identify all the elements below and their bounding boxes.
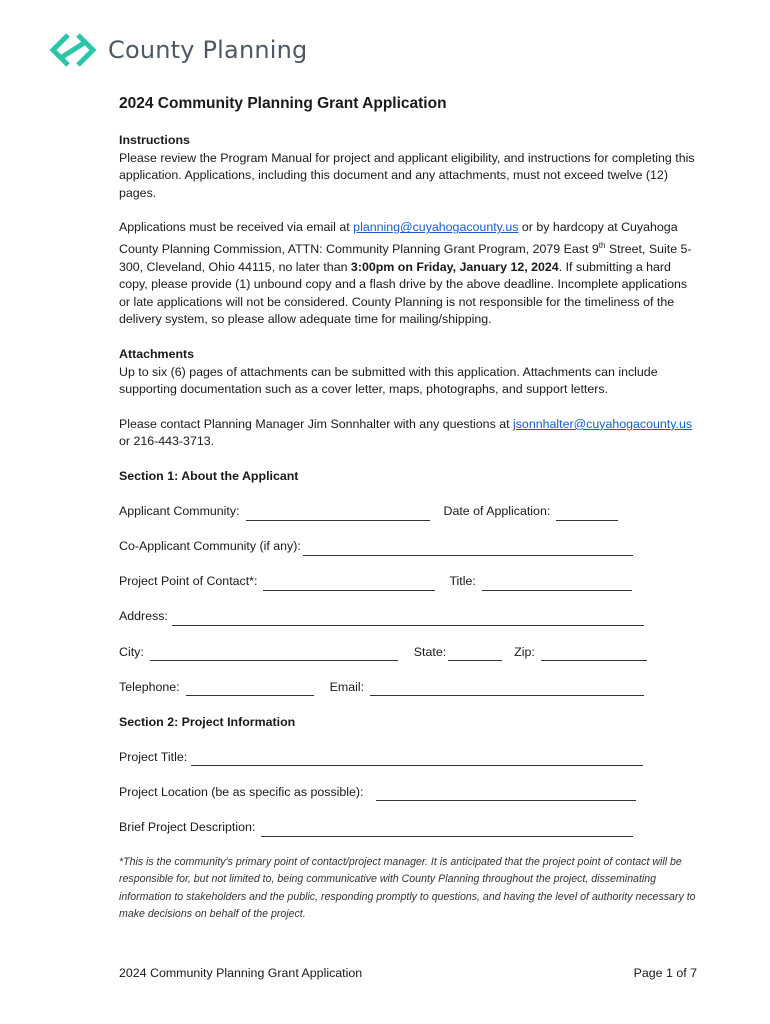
co-applicant-label: Co-Applicant Community (if any): xyxy=(119,539,301,554)
city-label: City: xyxy=(119,644,144,659)
footnote: *This is the community's primary point of contact/project manager. It is anticipated that the project point of contact will be responsible for, but not limited to, being communicative with County Planning throughout the project, disseminating information to stakeholders and the public, responding promptly to questions, and having the level of authority necessary to make decisions on behalf of the project. xyxy=(119,856,696,921)
point-of-contact-field[interactable] xyxy=(263,577,435,591)
title-label: Title: xyxy=(449,574,476,589)
planning-email-link[interactable]: planning@cuyahogacounty.us xyxy=(353,220,519,235)
attachments-heading: Attachments xyxy=(119,347,195,362)
project-title-field[interactable] xyxy=(191,752,643,766)
brief-description-row xyxy=(119,819,699,837)
zip-field[interactable] xyxy=(541,647,647,661)
project-title-row xyxy=(119,749,699,767)
project-location-field[interactable] xyxy=(376,787,636,801)
city-field[interactable] xyxy=(150,647,398,661)
zip-label: Zip: xyxy=(514,644,535,659)
address-label: Address: xyxy=(119,609,168,624)
page-number: Page 1 of 7 xyxy=(633,966,697,980)
contact-text-a: Please contact Planning Manager Jim Sonnhalter with any questions at xyxy=(119,416,513,431)
date-of-application-label: Date of Application: xyxy=(443,504,551,519)
address-row xyxy=(119,608,699,626)
contact-paragraph xyxy=(119,416,699,451)
brief-description-field[interactable] xyxy=(261,823,633,837)
project-location-row xyxy=(119,784,699,802)
co-applicant-row xyxy=(119,538,699,556)
section-2-heading: Section 2: Project Information xyxy=(119,714,296,729)
ordinal-suffix: th xyxy=(598,240,606,250)
submission-text-a: Applications must be received via email at xyxy=(119,220,354,235)
submission-text-b: or by hardcopy at Cuyahoga County Planning Commission, ATTN: Community Planning Grant Program, 2079 East 9 xyxy=(119,220,678,257)
county-planning-logo xyxy=(48,30,308,70)
city-state-zip-row xyxy=(119,644,699,662)
instructions-paragraph-1: Please review the Program Manual for project and applicant eligibility, and instructions for completing this application. Applications, including this document and any attachments, must not exceed twelve (12) pages. xyxy=(119,150,695,200)
page-footer xyxy=(119,966,697,980)
email-field[interactable] xyxy=(370,682,644,696)
brief-description-label: Brief Project Description: xyxy=(119,819,256,834)
instructions-section xyxy=(119,132,699,202)
contact-text-b: or 216-443-3713. xyxy=(119,434,215,449)
state-label: State: xyxy=(413,644,447,659)
telephone-field[interactable] xyxy=(186,682,314,696)
co-applicant-field[interactable] xyxy=(303,542,633,556)
attachments-section xyxy=(119,346,699,399)
state-field[interactable] xyxy=(448,647,502,661)
date-of-application-field[interactable] xyxy=(556,507,618,521)
footer-title: 2024 Community Planning Grant Application xyxy=(119,966,363,980)
county-planning-logo-icon xyxy=(48,30,98,70)
contact-email-link[interactable]: jsonnhalter@cuyahogacounty.us xyxy=(512,416,693,431)
submission-text-c: Street, Suite 5-300, Cleveland, Ohio 44115, no later than xyxy=(119,242,692,274)
applicant-community-label: Applicant Community: xyxy=(119,504,240,519)
title-field[interactable] xyxy=(482,577,632,591)
project-title-label: Project Title: xyxy=(119,749,188,764)
project-location-label: Project Location (be as specific as possible): xyxy=(119,784,364,799)
applicant-community-field[interactable] xyxy=(246,507,430,521)
submission-text-d: . If submitting a hard copy, please provide (1) unbound copy and a flash drive by the above deadline. Incomplete applications or late applications will not be considered. County Planning is not responsible for the timeliness of the delivery system, so please allow adequate time for mailing/shipping. xyxy=(119,259,688,327)
point-of-contact-row xyxy=(119,573,699,591)
telephone-label: Telephone: xyxy=(119,679,180,694)
deadline-text: 3:00pm on Friday, January 12, 2024 xyxy=(350,259,559,274)
applicant-community-row xyxy=(119,503,699,521)
point-of-contact-label: Project Point of Contact*: xyxy=(119,574,258,589)
document-page xyxy=(119,94,699,924)
email-label: Email: xyxy=(329,679,365,694)
attachments-paragraph: Up to six (6) pages of attachments can be submitted with this application. Attachments can include supporting documentation such as a cover letter, maps, photographs, and support letters. xyxy=(119,364,658,397)
telephone-email-row xyxy=(119,679,699,697)
address-field[interactable] xyxy=(172,612,644,626)
submission-paragraph xyxy=(119,219,699,329)
section-1-heading: Section 1: About the Applicant xyxy=(119,469,299,484)
brand-name: County Planning xyxy=(108,36,308,64)
instructions-heading: Instructions xyxy=(119,133,190,147)
document-title: 2024 Community Planning Grant Application xyxy=(119,95,447,112)
